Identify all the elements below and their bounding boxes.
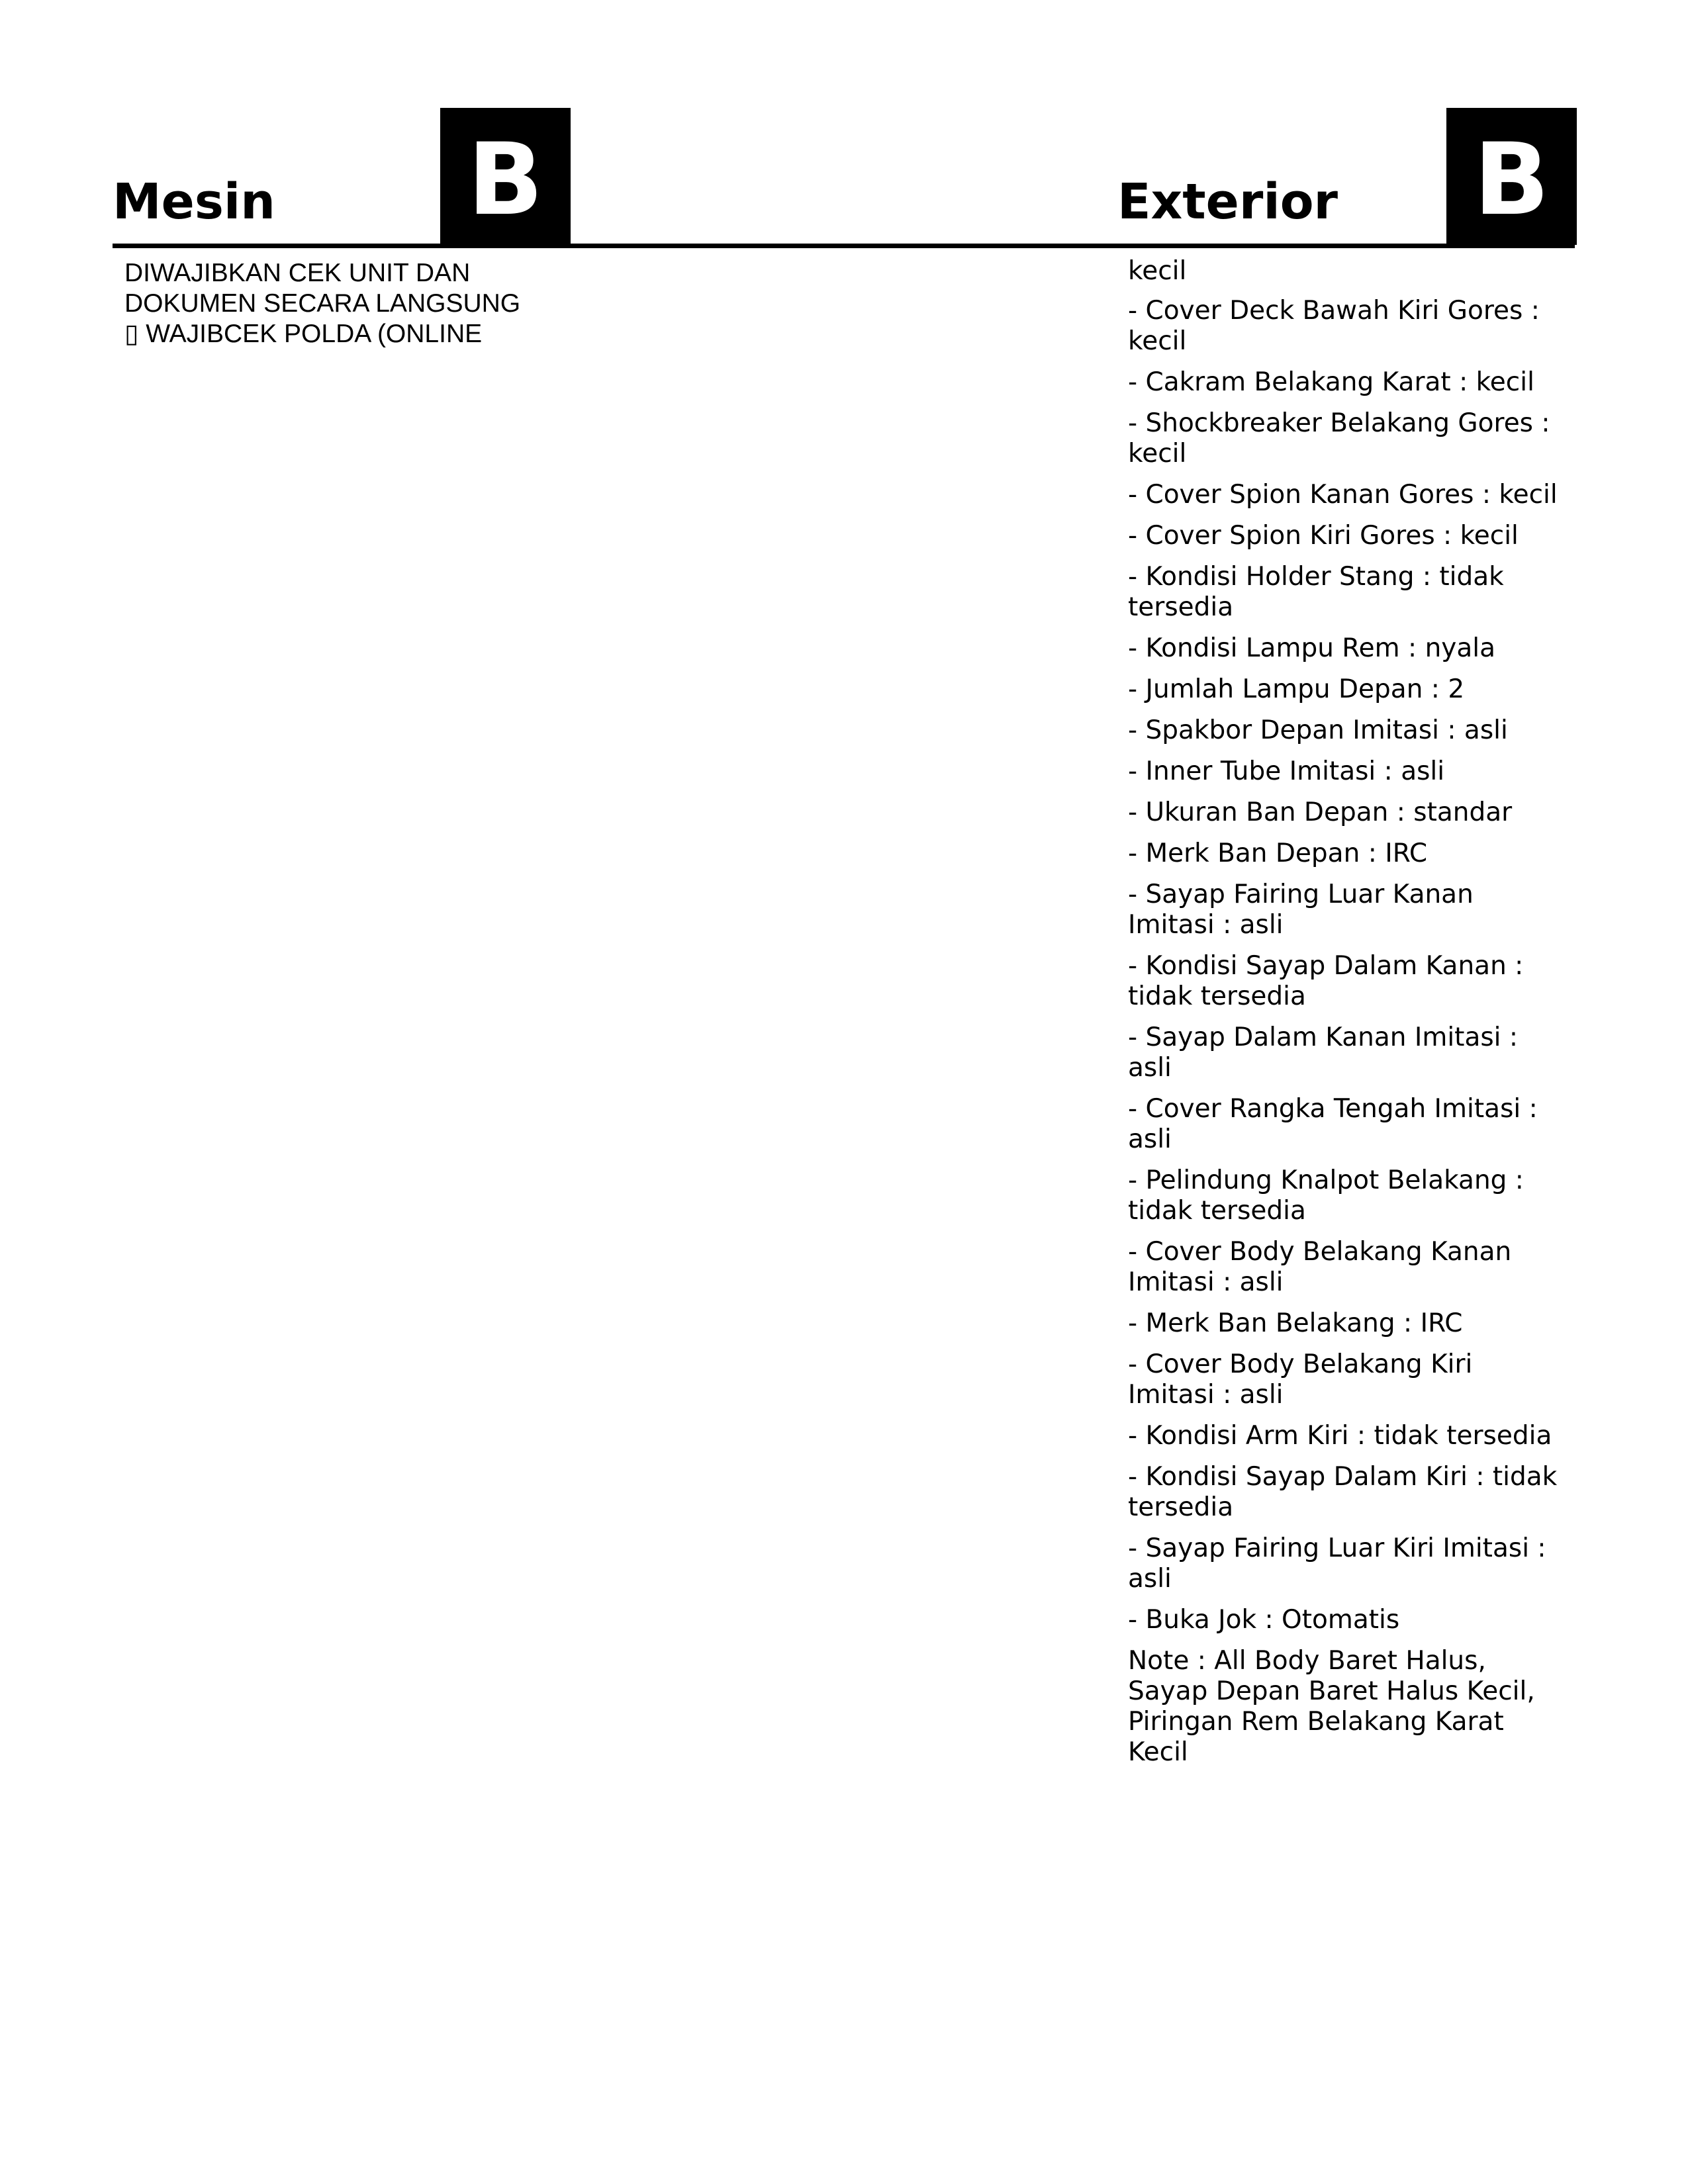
exterior-item: - Merk Ban Depan : IRC — [1128, 839, 1428, 868]
exterior-section-title: Exterior — [1117, 173, 1338, 230]
mesin-grade-badge: B — [440, 108, 571, 245]
exterior-item: - Kondisi Sayap Dalam Kiri : tidak tersedia — [1128, 1462, 1558, 1522]
exterior-item: - Sayap Dalam Kanan Imitasi : asli — [1128, 1023, 1519, 1083]
exterior-item: - Jumlah Lampu Depan : 2 — [1128, 674, 1465, 704]
exterior-item: - Kondisi Sayap Dalam Kanan : tidak tersedia — [1128, 951, 1524, 1011]
exterior-item: - Cover Body Belakang Kiri Imitasi : asli — [1128, 1349, 1473, 1410]
exterior-item: - Ukuran Ban Depan : standar — [1128, 797, 1513, 827]
exterior-item: - Cover Rangka Tengah Imitasi : asli — [1128, 1094, 1538, 1154]
mesin-note-line: DIWAJIBKAN CEK UNIT DAN — [124, 259, 471, 287]
exterior-item: - Sayap Fairing Luar Kiri Imitasi : asli — [1128, 1533, 1546, 1594]
exterior-item: - Cover Body Belakang Kanan Imitasi : asli — [1128, 1237, 1512, 1297]
exterior-item: - Kondisi Lampu Rem : nyala — [1128, 633, 1496, 663]
exterior-item: - Pelindung Knalpot Belakang : tidak tersedia — [1128, 1165, 1524, 1226]
section-divider — [113, 244, 1575, 248]
exterior-item: - Cover Spion Kiri Gores : kecil — [1128, 521, 1519, 551]
exterior-item: - Kondisi Holder Stang : tidak tersedia — [1128, 562, 1504, 622]
exterior-grade-badge: B — [1446, 108, 1577, 245]
exterior-item-list — [1128, 256, 1565, 1778]
exterior-item: - Inner Tube Imitasi : asli — [1128, 756, 1445, 786]
exterior-item: - Cover Spion Kanan Gores : kecil — [1128, 480, 1558, 510]
exterior-item: - Merk Ban Belakang : IRC — [1128, 1308, 1463, 1338]
exterior-item: - Buka Jok : Otomatis — [1128, 1605, 1400, 1635]
exterior-item: - Shockbreaker Belakang Gores : kecil — [1128, 408, 1550, 469]
mesin-note — [124, 258, 588, 349]
exterior-item: - Sayap Fairing Luar Kanan Imitasi : asli — [1128, 880, 1474, 940]
exterior-item: - Cakram Belakang Karat : kecil — [1128, 367, 1534, 397]
mesin-section-title: Mesin — [113, 173, 275, 230]
exterior-item: - Cover Deck Bawah Kiri Gores : kecil — [1128, 296, 1540, 356]
exterior-note: Note : All Body Baret Halus, Sayap Depan Baret Halus Kecil, Piringan Rem Belakang Karat Kecil — [1128, 1646, 1535, 1767]
mesin-note-line: ▯ WAJIBCEK POLDA (ONLINE — [124, 320, 483, 348]
exterior-item: kecil — [1128, 256, 1187, 286]
exterior-item: - Spakbor Depan Imitasi : asli — [1128, 715, 1508, 745]
mesin-note-line: DOKUMEN SECARA LANGSUNG — [124, 289, 521, 318]
exterior-item: - Kondisi Arm Kiri : tidak tersedia — [1128, 1421, 1552, 1451]
